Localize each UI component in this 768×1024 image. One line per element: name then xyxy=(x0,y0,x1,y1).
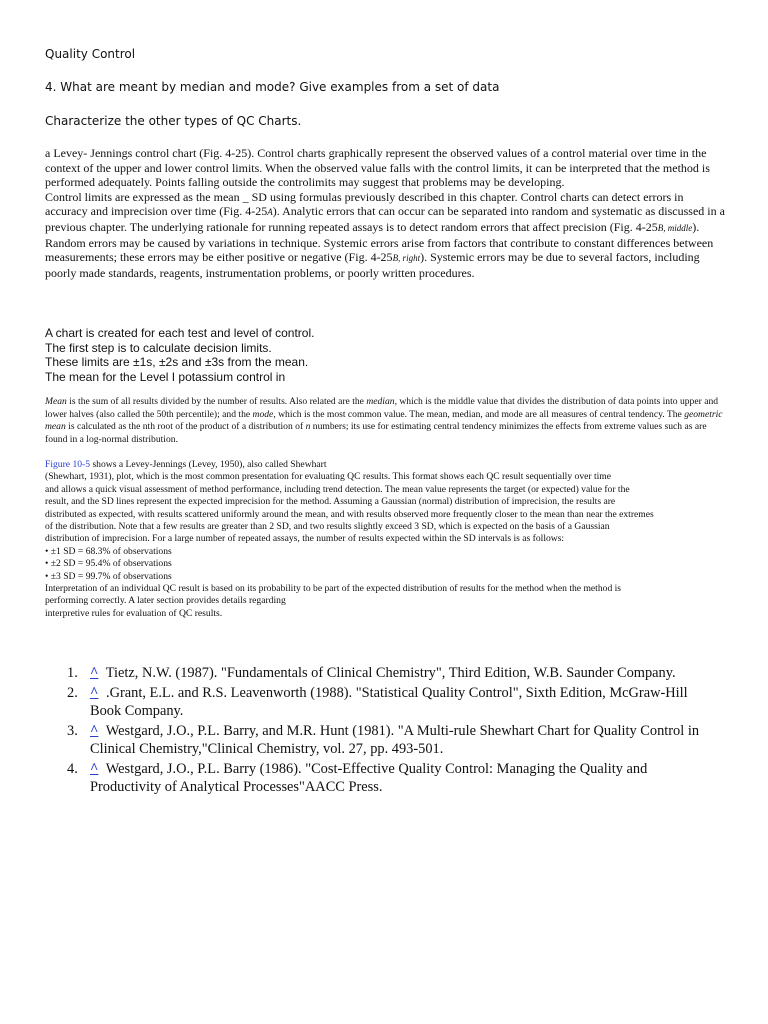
doc-title: Quality Control xyxy=(45,47,136,61)
paragraph-text: is calculated as the nth root of the product of a distribution of xyxy=(65,421,306,432)
paragraph-text: , which is the most common value. The mean, median, and mode are all measures of central tendency. The xyxy=(273,408,685,420)
paragraph-text: numbers; its use for estimating central tendency minimizes the effects from extreme values such as are found in a log-normal distribution. xyxy=(45,421,707,445)
reference-item xyxy=(67,684,717,721)
term-italic: median, xyxy=(366,396,397,407)
fig-ref-italic: A xyxy=(267,207,273,218)
control-chart-paragraph xyxy=(45,146,725,280)
paragraph-line: interpretive rules for evaluation of QC results. xyxy=(45,607,223,619)
paragraph-line: (Shewhart, 1931), plot, which is the most common presentation for evaluating QC results. This format shows each QC result sequentially over time xyxy=(45,471,612,483)
reference-item xyxy=(67,760,717,797)
paragraph-line xyxy=(45,190,725,281)
reference-text: Tietz, N.W. (1987). "Fundamentals of Clinical Chemistry", Third Edition, W.B. Saunder Company. xyxy=(102,665,676,681)
reference-text: Westgard, J.O., P.L. Barry (1986). "Cost-Effective Quality Control: Managing the Quality and Productivity of Analytical Processes"AACC Press. xyxy=(90,760,648,795)
sd-bullet: • ±2 SD = 95.4% of observations xyxy=(45,558,172,570)
paragraph-text: a Levey- Jennings control chart (Fig. 4-25). Control charts graphically represent the observed values of a control material over time in the context of the upper and lower control limits. When the observed value falls with the control limits, it can be interpreted that the method is performed adequately. Points falling outside the controlimits may suggest that problems may be developing. xyxy=(45,146,710,190)
backlink-caret[interactable]: ^ xyxy=(90,684,99,701)
reference-number: 3. xyxy=(67,722,78,739)
paragraph-text: ). Analytic errors that can occur can be separated into random and systematic as discussed in a previous chapter. The underlying rationale for running repeated assays is to detect random errors that affect precision (Fig. 4-25 xyxy=(45,204,725,234)
section-subtitle: Characterize the other types of QC Charts. xyxy=(45,114,302,128)
paragraph-line: distributed as expected, with results scattered uniformly around the mean, and with results observed more frequently closer to the mean than near the extremes xyxy=(45,508,654,520)
reference-item xyxy=(67,722,717,759)
paragraph-line: result, and the SD lines represent the expected imprecision for the method. Assuming a Gaussian (normal) distribution of imprecision, the results are xyxy=(45,496,616,508)
reference-text: .Grant, E.L. and R.S. Leavenworth (1988). "Statistical Quality Control", Sixth Edition, McGraw-Hill Book Company. xyxy=(90,684,688,719)
reference-number: 4. xyxy=(67,760,78,777)
chart-step-line: The first step is to calculate decision limits. xyxy=(45,340,272,355)
chart-step-line: These limits are ±1s, ±2s and ±3s from the mean. xyxy=(45,355,309,369)
paragraph-line: Interpretation of an individual QC result is based on its probability to be part of the expected distribution of results for the method when the method is xyxy=(45,583,622,595)
chart-step-line: The mean for the Level I potassium control in xyxy=(45,369,286,384)
reference-item xyxy=(67,664,717,683)
mean-definition-paragraph xyxy=(45,396,725,446)
term-italic: Mean xyxy=(45,396,67,407)
reference-number: 1. xyxy=(67,665,78,681)
question-heading: 4. What are meant by median and mode? Give examples from a set of data xyxy=(45,80,500,94)
backlink-caret[interactable]: ^ xyxy=(90,760,99,777)
paragraph-line xyxy=(45,459,728,471)
references-list xyxy=(67,664,717,798)
paragraph-line: of the distribution. Note that a few results are greater than 2 SD, and two results slightly exceed 3 SD, which is expected on the basis of a Gaussian xyxy=(45,521,610,533)
term-italic: n xyxy=(305,421,311,432)
paragraph-text: is the sum of all results divided by the number of results. Also related are the xyxy=(66,396,367,407)
term-italic: mode xyxy=(252,408,274,420)
paragraph-text: ). Random errors may be caused by variations in technique. Systemic errors arise from factors that contribute to constant differences between measurements; these errors may be either positive or negative (Fig. 4-25 xyxy=(45,219,714,265)
backlink-caret[interactable]: ^ xyxy=(90,722,99,739)
reference-number: 2. xyxy=(67,684,78,701)
chart-steps-block xyxy=(45,326,314,384)
sd-bullet: • ±3 SD = 99.7% of observations xyxy=(45,570,172,582)
term-italic: geometric mean xyxy=(45,408,723,432)
fig-ref-italic: B, right xyxy=(392,253,421,264)
sd-bullet: • ±1 SD = 68.3% of observations xyxy=(45,545,172,557)
chart-step-line: A chart is created for each test and level of control. xyxy=(45,326,315,340)
reference-text: Westgard, J.O., P.L. Barry, and M.R. Hunt (1981). "A Multi-rule Shewhart Chart for Quality Control in Clinical Chemistry,"Clinical Chemistry, vol. 27, pp. 493-501. xyxy=(90,722,700,757)
paragraph-line xyxy=(45,146,725,190)
paragraph-text: shows a Levey-Jennings (Levey, 1950), also called Shewhart xyxy=(90,459,327,470)
paragraph-text: Control limits are expressed as the mean _ SD using formulas previously described in this chapter. Control charts can detect errors in accuracy and imprecision over time (Fig. 4-25 xyxy=(45,189,684,219)
paragraph-line: distribution of imprecision. For a large number of repeated assays, the number of results expected within the SD intervals is as follows: xyxy=(45,533,565,545)
backlink-caret[interactable]: ^ xyxy=(90,665,99,681)
figure-link[interactable]: Figure 10-5 xyxy=(45,459,91,470)
paragraph-text: which is the middle value that divides the distribution of data points into upper and lower halves (also called the 50th percentile); and the xyxy=(45,396,719,420)
figure-paragraph xyxy=(45,459,728,620)
paragraph-text: ). Systemic errors may be due to several factors, including poorly made standards, reagents, instrumentation problems, or poorly written procedures. xyxy=(45,250,700,280)
paragraph-line: and allows a quick visual assessment of method performance, including trend detection. The mean value represents the target (or expected) value for the xyxy=(45,483,630,495)
fig-ref-italic: B, middle xyxy=(657,222,693,233)
paragraph-line: performing correctly. A later section provides details regarding xyxy=(45,595,286,607)
